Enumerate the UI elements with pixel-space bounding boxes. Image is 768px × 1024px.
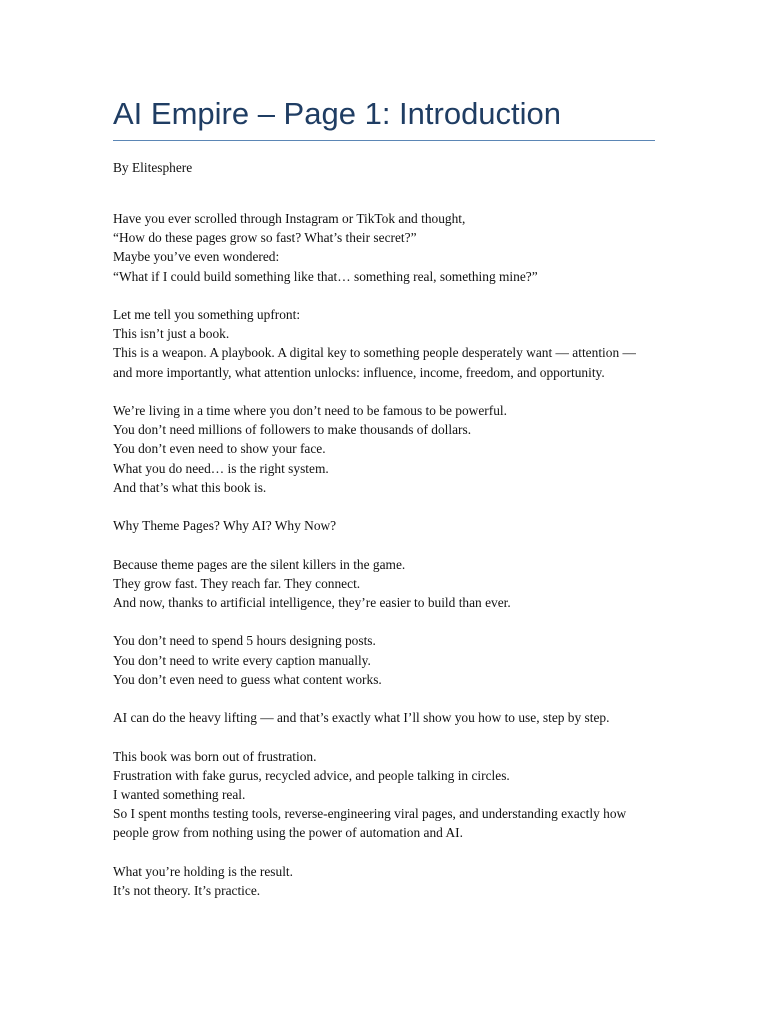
page-title: AI Empire – Page 1: Introduction — [113, 92, 655, 141]
text-line: You don’t even need to show your face. — [113, 441, 326, 457]
text-line: This isn’t just a book. — [113, 326, 230, 342]
paragraph — [113, 631, 655, 689]
text-line: “What if I could build something like that… something real, something mine?” — [113, 268, 538, 284]
text-line: You don’t even need to guess what content works. — [113, 671, 382, 687]
text-line: You don’t need to spend 5 hours designing posts. — [113, 633, 376, 649]
paragraph — [113, 209, 655, 286]
text-line: What you do need… is the right system. — [113, 460, 329, 476]
text-line: So I spent months testing tools, reverse-engineering viral pages, and understanding exactly how people grow from nothing using the power of automation and AI. — [113, 806, 627, 841]
text-line: They grow fast. They reach far. They connect. — [113, 575, 361, 591]
text-line: And now, thanks to artificial intelligence, they’re easier to build than ever. — [113, 595, 511, 610]
text-line: “How do these pages grow so fast? What’s their secret?” — [113, 230, 417, 246]
paragraph — [113, 401, 655, 497]
paragraph — [113, 305, 655, 382]
text-line: This book was born out of frustration. — [113, 748, 317, 764]
paragraph — [113, 862, 655, 900]
text-line: You don’t need millions of followers to make thousands of dollars. — [113, 422, 472, 438]
paragraph — [113, 747, 655, 843]
paragraph — [113, 555, 655, 613]
text-line: What you’re holding is the result. — [113, 863, 293, 879]
text-line: It’s not theory. It’s practice. — [113, 882, 261, 898]
text-line: Frustration with fake gurus, recycled advice, and people talking in circles. — [113, 767, 510, 783]
paragraph — [113, 708, 655, 727]
document-body — [113, 209, 655, 919]
text-line: Maybe you’ve even wondered: — [113, 249, 280, 265]
text-line: Because theme pages are the silent killers in the game. — [113, 556, 406, 572]
document-page — [113, 92, 655, 898]
text-line: We’re living in a time where you don’t need to be famous to be powerful. — [113, 403, 507, 418]
section-heading — [113, 516, 655, 535]
text-line: This is a weapon. A playbook. A digital key to something people desperately want — attention — and more importantly, what attention unlocks: influence, income, freedom, and opportunity. — [113, 345, 636, 380]
text-line: Let me tell you something upfront: — [113, 307, 301, 322]
author-byline: By Elitesphere — [113, 160, 193, 175]
text-line: You don’t need to write every caption manually. — [113, 652, 371, 668]
text-line: And that’s what this book is. — [113, 479, 267, 495]
text-line: Why Theme Pages? Why AI? Why Now? — [113, 518, 337, 534]
text-line: AI can do the heavy lifting — and that’s exactly what I’ll show you how to use, step by step. — [113, 710, 610, 726]
text-line: I wanted something real. — [113, 786, 246, 802]
text-line: Have you ever scrolled through Instagram or TikTok and thought, — [113, 211, 466, 226]
